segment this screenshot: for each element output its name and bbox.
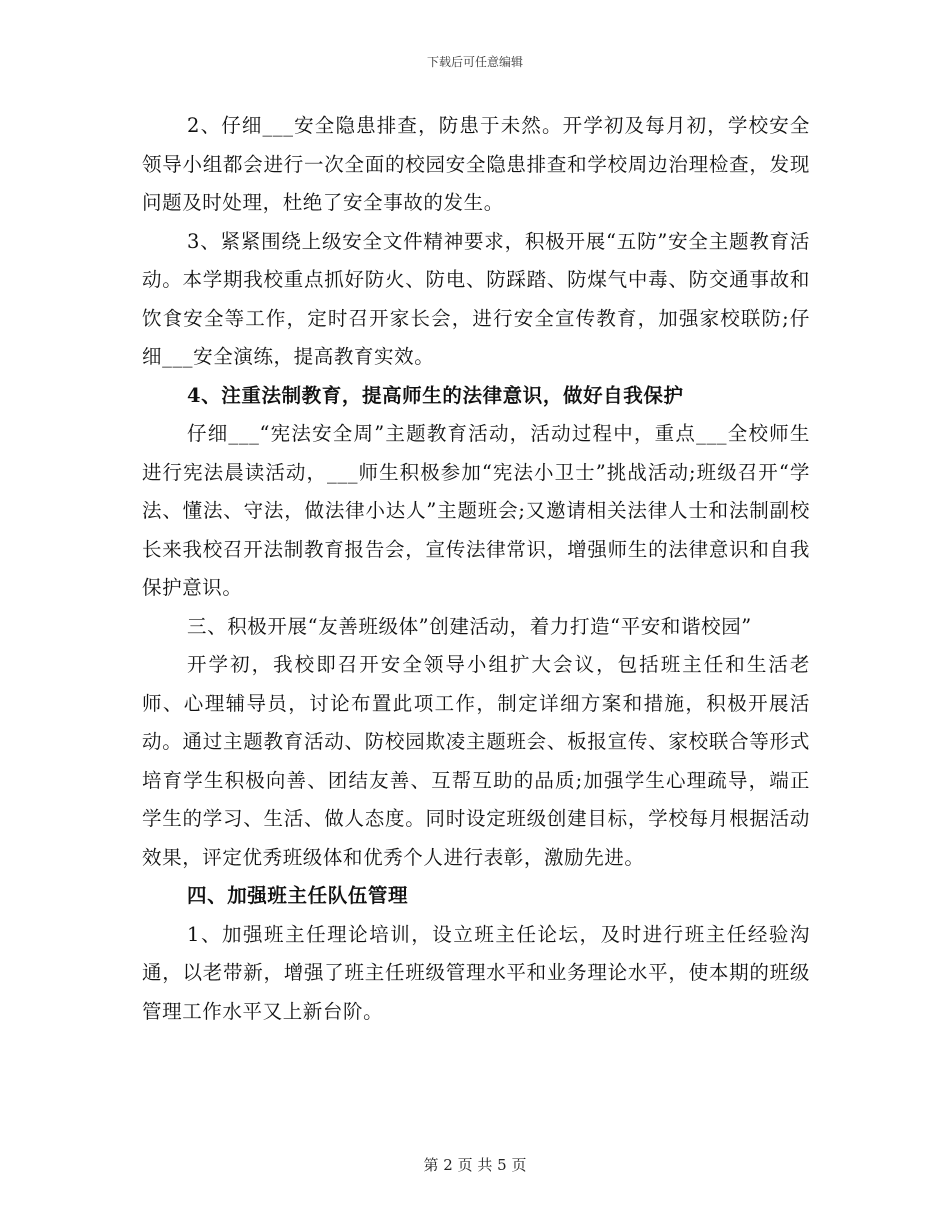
document-body — [142, 107, 810, 1031]
paragraph-teacher-training: 1、加强班主任理论培训，设立班主任论坛，及时进行班主任经验沟通，以老带新，增强了班主任班级管理水平和业务理论水平，使本期的班级管理工作水平又上新台阶。 — [142, 922, 810, 1023]
heading-legal-education: 4、注重法制教育，提高师生的法律意识，做好自我保护 — [187, 383, 684, 407]
paragraph-safety-inspection: 2、仔细___安全隐患排查，防患于未然。开学初及每月初，学校安全领导小组都会进行一次全面的校园安全隐患排查和学校周边治理检查，发现问题及时处理，杜绝了安全事故的发生。 — [142, 114, 810, 214]
page-header: 下载后可任意编辑 — [426, 55, 523, 69]
paragraph-five-prevention: 3、紧紧围绕上级安全文件精神要求，积极开展“五防”安全主题教育活动。本学期我校重点抓好防火、防电、防踩踏、防煤气中毒、防交通事故和饮食安全等工作，定时召开家长会，进行安全宣传教育，加强家校联防;仔细___安全演练，提高教育实效。 — [142, 229, 810, 368]
paragraph-friendly-class-activities: 开学初，我校即召开安全领导小组扩大会议，包括班主任和生活老师、心理辅导员，讨论布置此项工作，制定详细方案和措施，积极开展活动。通过主题教育活动、防校园欺凌主题班会、板报宣传、家校联合等形式培育学生积极向善、团结友善、互帮互助的品质;加强学生心理疏导，端正学生的学习、生活、做人态度。同时设定班级创建目标，学校每月根据活动效果，评定优秀班级体和优秀个人进行表彰，激励先进。 — [142, 653, 810, 869]
heading-class-teacher-management: 四、加强班主任队伍管理 — [187, 884, 409, 907]
page-footer: 第 2 页 共 5 页 — [423, 1156, 527, 1174]
paragraph-constitution-week: 仔细___“宪法安全周”主题教育活动，活动过程中，重点___全校师生进行宪法晨读活动，___师生积极参加“宪法小卫士”挑战活动;班级召开“学法、懂法、守法，做法律小达人”主题班会;又邀请相关法律人士和法制副校长来我校召开法制教育报告会，宣传法律常识，增强师生的法律意识和自我保护意识。 — [142, 422, 810, 599]
heading-friendly-class: 三、积极开展“友善班级体”创建活动，着力打造“平安和谐校园” — [187, 614, 752, 638]
